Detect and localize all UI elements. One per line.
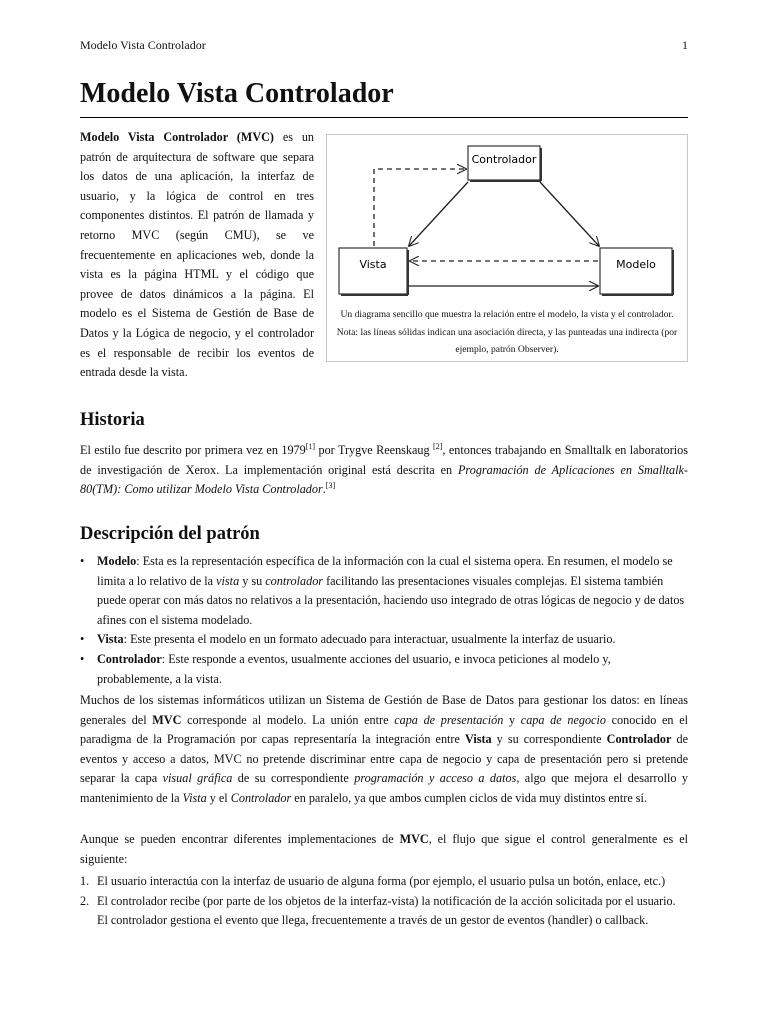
modelo-box — [600, 248, 672, 294]
component-list — [80, 552, 688, 689]
p1-mvc: MVC — [152, 712, 182, 727]
p1-visual-grafica: visual gráfica — [162, 771, 233, 786]
p1-programacion: programación y acceso a datos — [354, 771, 517, 786]
modelo-italic-1: vista — [216, 573, 240, 588]
p1-f: y su correspondiente — [491, 732, 607, 747]
step-text: El controlador recibe (por parte de los objetos de la interfaz-vista) la notificación de la acción solicitada por el usuario. El controlador gestiona el evento que llega, frecuentemente a través de un gestor de eventos (handler) o callback. — [97, 893, 676, 928]
vista-term: Vista — [97, 632, 124, 647]
p1-e: conocido en el paradigma de la Programación por capas representaría la integración entre — [80, 712, 689, 747]
step-marker: 2. — [80, 893, 90, 908]
list-item-vista — [80, 630, 688, 650]
running-header — [80, 38, 688, 53]
modelo-text-3: facilitando las presentaciones visuales complejas. El sistema también puede operar con más datos no relativos a la presentación, haciendo uso integrado de otras lógicas de negocio y de datos afines con el sistema modelado. — [97, 573, 685, 627]
p1-capa-presentacion: capa de presentación — [394, 712, 504, 727]
mvc-figure — [326, 134, 688, 362]
citation-3[interactable]: [3] — [325, 481, 336, 491]
controlador-label: Controlador — [471, 153, 537, 166]
descripcion-heading: Descripción del patrón — [80, 524, 260, 544]
step-marker: 1. — [80, 874, 90, 888]
p1-vista-italic: Vista — [182, 790, 207, 805]
vista-label: Vista — [359, 258, 387, 271]
step-text: El usuario interactúa con la interfaz de usuario de alguna forma (por ejemplo, el usuario pulsa un botón, enlace, etc.) — [97, 874, 666, 888]
p1-d: y — [503, 712, 521, 727]
page-number: 1 — [682, 38, 688, 52]
p1-a: Muchos de los sistemas informáticos utilizan un Sistema de Gestión de Base de Datos para gestionar los datos: en líneas generales del — [80, 693, 688, 727]
list-item-controlador — [80, 650, 688, 689]
p1-vista: Vista — [464, 732, 492, 747]
modelo-text-2: y su — [239, 573, 266, 588]
controlador-term: Controlador — [97, 651, 162, 666]
figure-caption: Un diagrama sencillo que muestra la relación entre el modelo, la vista y el controlador. Nota: las líneas sólidas indican una asociación directa, y las punteadas una indirecta (por ejemplo, patrón Observer). — [336, 309, 678, 355]
intro-text: es un patrón de arquitectura de software que separa los datos de una aplicación, la interfaz de usuario, y la lógica de control en tres componentes distintos. El patrón de llamada y retorno MVC (según CMU), se ve frecuentemente en aplicaciones web, donde la vista es la página HTML y el código que provee de datos dinámicos a la página. El modelo es el Sistema de Gestión de Base de Datos y la Lógica de negocio, y el controlador es el responsable de recibir los eventos de entrada desde la vista. — [80, 130, 315, 380]
vista-text: : Este presenta el modelo en un formato adecuado para interactuar, usualmente la interfaz de usuario. — [123, 632, 616, 647]
p1-controlador-italic: Controlador — [230, 790, 292, 805]
flow-step — [80, 872, 688, 892]
intro-paragraph — [80, 128, 314, 383]
p1-c: corresponde al modelo. La unión entre — [181, 712, 395, 727]
p1-capa-negocio: capa de negocio — [520, 712, 606, 727]
historia-text-4: . — [322, 482, 326, 497]
modelo-term: Modelo — [97, 554, 137, 568]
controlador-text: : Este responde a eventos, usualmente acciones del usuario, e invoca peticiones al modelo y, probablemente, a la vista. — [97, 651, 611, 686]
modelo-italic-2: controlador — [265, 573, 324, 588]
historia-text-1: El estilo fue descrito por primera vez en 1979 — [80, 443, 306, 457]
p1-h: de su correspondiente — [232, 771, 355, 786]
title-rule — [80, 117, 688, 118]
citation-2[interactable]: [2] — [433, 441, 443, 451]
historia-book-title: Programación de Aplicaciones en Smalltalk-80(TM): Como utilizar Modelo Vista Controlador — [80, 462, 688, 497]
p1-l: en paralelo, ya que ambos cumplen ciclos de vida muy distintos entre sí. — [291, 790, 647, 805]
bullet-marker: • — [80, 632, 85, 647]
historia-heading: Historia — [80, 410, 145, 430]
list-item-modelo — [80, 552, 688, 630]
p2-mvc: MVC — [399, 832, 429, 846]
historia-text-3: , entonces trabajando en Smalltalk en laboratorios de investigación de Xerox. La implementación original está descrita en — [80, 443, 688, 477]
p2-c: , el flujo que sigue el control generalmente es el siguiente: — [80, 832, 689, 866]
citation-1[interactable]: [1] — [305, 441, 316, 451]
flow-steps-list — [80, 872, 688, 931]
historia-text-2: por Trygve Reenskaug — [315, 443, 434, 457]
p1-k: y el — [206, 790, 231, 805]
arrow-controlador-vista — [409, 182, 468, 246]
running-title: Modelo Vista Controlador — [80, 38, 206, 52]
modelo-label: Modelo — [616, 258, 656, 271]
intro-bold-lead: Modelo Vista Controlador (MVC) — [80, 130, 274, 144]
p2-a: Aunque se pueden encontrar diferentes implementaciones de — [80, 832, 400, 846]
gestion-paragraph — [80, 691, 688, 809]
p1-j: , algo que mejora el desarrollo y mantenimiento de la — [80, 771, 688, 805]
flow-step — [80, 892, 688, 931]
page-title: Modelo Vista Controlador — [80, 78, 394, 109]
vista-box — [339, 248, 407, 294]
bullet-marker: • — [80, 651, 85, 666]
bullet-marker: • — [80, 554, 85, 568]
mvc-diagram — [327, 135, 687, 305]
historia-paragraph — [80, 441, 688, 500]
modelo-text-1: : Esta es la representación específica de la información con la cual el sistema opera. En resumen, el modelo se limita a lo relativo de la — [97, 554, 673, 588]
p1-controlador: Controlador — [606, 732, 672, 747]
arrow-controlador-modelo — [540, 182, 599, 246]
flujo-paragraph — [80, 830, 688, 869]
p1-g: de eventos y acceso a datos, MVC no pretende discriminar entre capa de negocio y capa de presentación pero si pretende separar la capa — [80, 732, 688, 786]
